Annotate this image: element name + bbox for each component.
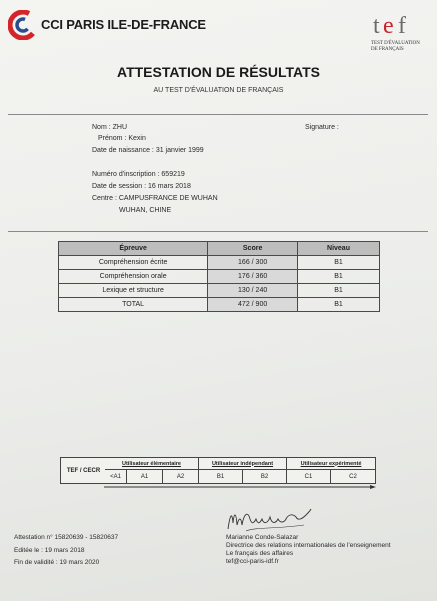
header-epreuve: Épreuve: [59, 242, 208, 256]
handwritten-signature: [226, 505, 312, 535]
level-b1: B1: [199, 470, 243, 483]
candidate-registration: Numéro d'inscription : 659219: [92, 171, 185, 178]
svg-text:e: e: [383, 13, 394, 38]
candidate-birthdate: Date de naissance : 31 janvier 1999: [92, 147, 204, 154]
cecr-scale: [105, 457, 376, 484]
level-a1: A1: [127, 470, 163, 483]
level-below-a1: <A1: [105, 470, 127, 483]
validity-date: Fin de validité : 19 mars 2020: [14, 559, 100, 566]
row-score: 130 / 240: [208, 284, 298, 298]
org-name: CCI PARIS ILE-DE-FRANCE: [41, 17, 206, 32]
group-elementaire: Utilisateur élémentaire: [105, 458, 199, 470]
tef-subtitle-line2: DE FRANÇAIS: [371, 47, 404, 52]
test-centre: Centre : CAMPUSFRANCE DE WUHAN: [92, 195, 218, 202]
row-niveau: B1: [298, 256, 380, 270]
divider-top: [8, 114, 428, 115]
level-c1: C1: [287, 470, 331, 483]
header-niveau: Niveau: [298, 242, 380, 256]
session-date: Date de session : 16 mars 2018: [92, 183, 191, 190]
scale-arrow-icon: [104, 485, 376, 489]
group-independant: Utilisateur indépendant: [199, 458, 287, 470]
row-epreuve: Compréhension écrite: [59, 256, 208, 270]
row-score: 472 / 900: [208, 298, 298, 312]
level-c2: C2: [349, 473, 357, 480]
table-row-total: [59, 298, 380, 312]
results-header-row: [59, 242, 380, 256]
signature-label: Signature :: [305, 124, 339, 131]
row-score: 176 / 360: [208, 270, 298, 284]
attestation-number: Attestation n° 15820639 - 15820637: [14, 534, 119, 541]
row-epreuve: Compréhension orale: [59, 270, 208, 284]
row-score: 166 / 300: [208, 256, 298, 270]
signatory-title: Directrice des relations internationales de l'enseignement: [226, 542, 391, 549]
candidate-nom: Nom : ZHU: [92, 124, 127, 131]
level-a2: A2: [163, 470, 199, 483]
issue-date: Editée le : 19 mars 2018: [14, 547, 85, 554]
test-centre-city: WUHAN, CHINE: [119, 207, 172, 214]
tef-logo-icon: [372, 12, 416, 38]
tef-subtitle-line1: TEST D'ÉVALUATION: [371, 41, 420, 46]
table-row: [59, 284, 380, 298]
signatory-email: tef@cci-paris-idf.fr: [226, 558, 279, 565]
group-experimente: Utilisateur expérimenté: [287, 458, 375, 470]
row-niveau: B1: [298, 298, 380, 312]
cecr-label: TEF / CECR: [60, 457, 107, 484]
document-title: ATTESTATION DE RÉSULTATS: [117, 64, 320, 80]
svg-text:t: t: [373, 13, 380, 38]
row-niveau: B1: [298, 270, 380, 284]
signatory-name: Marianne Conde-Salazar: [226, 534, 299, 541]
cci-logo-icon: [8, 10, 38, 40]
header-score: Score: [208, 242, 298, 256]
signatory-dept: Le français des affaires: [226, 550, 294, 557]
row-niveau: B1: [298, 284, 380, 298]
level-b2: B2: [243, 470, 287, 483]
svg-text:f: f: [398, 13, 406, 38]
document-subtitle: AU TEST D'ÉVALUATION DE FRANÇAIS: [153, 87, 284, 94]
row-epreuve: Lexique et structure: [59, 284, 208, 298]
results-table: [58, 241, 380, 312]
table-row: [59, 256, 380, 270]
table-row: [59, 270, 380, 284]
candidate-prenom: Prénom : Kexin: [98, 135, 146, 142]
divider-middle: [8, 231, 428, 232]
row-epreuve: TOTAL: [59, 298, 208, 312]
